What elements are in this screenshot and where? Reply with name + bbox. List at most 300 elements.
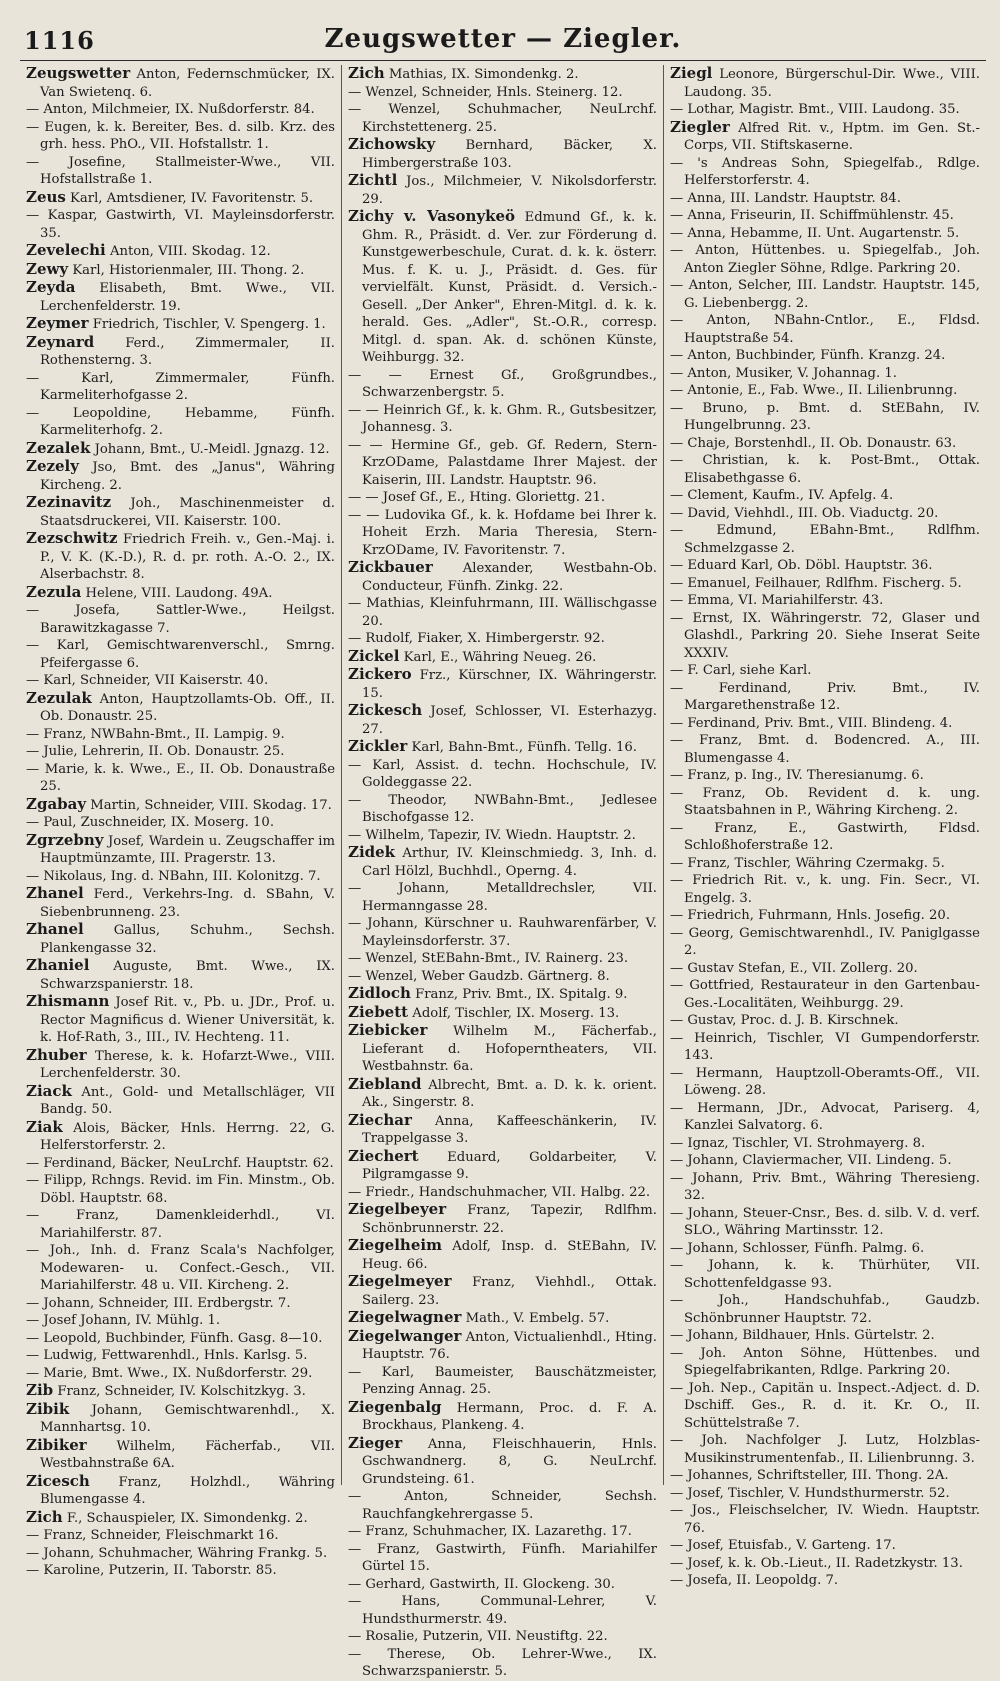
entry-text: Jso, Bmt. des „Janus", Währing Kircheng. 2. (40, 460, 335, 493)
directory-entry (670, 365, 980, 383)
directory-entry (26, 242, 335, 261)
entry-text: Hermann, Proc. d. F. A. Brockhaus, Plankeng. 4. (362, 1400, 657, 1433)
directory-entry (26, 101, 335, 119)
entry-text: Wilhelm, Fächerfab., VII. Westbahnstraße 6A. (40, 1438, 335, 1471)
entry-text: — Anton, Buchbinder, Fünfh. Kranzg. 24. (670, 348, 946, 363)
entry-text: Karl, E., Währing Neueg. 26. (403, 649, 597, 665)
entry-surname: Ziechert (348, 1146, 419, 1165)
directory-entry (670, 575, 980, 593)
directory-entry (26, 1509, 335, 1528)
entry-text: Franz, Tapezir, Rdlfhm. Schönbrunnerstr. 22. (362, 1203, 657, 1236)
directory-entry (670, 680, 980, 715)
directory-entry (670, 855, 980, 873)
column-2 (342, 64, 664, 1679)
entry-text: — Eugen, k. k. Bereiter, Bes. d. silb. Krz. des grh. hess. PhO., VII. Hofstallstr. 1. (26, 119, 335, 152)
directory-entry (348, 1112, 657, 1148)
entry-text: Elisabeth, Bmt. Wwe., VII. Lerchenfelderstr. 19. (40, 281, 335, 314)
directory-entry (348, 702, 657, 738)
directory-entry (348, 950, 657, 968)
directory-entry (26, 1401, 335, 1437)
entry-text: — Franz, Schuhmacher, IX. Lazarethg. 17. (348, 1524, 632, 1539)
entry-text: Eduard, Goldarbeiter, V. Pilgramgasse 9. (362, 1149, 657, 1182)
directory-entry (348, 437, 657, 490)
directory-entry (348, 757, 657, 792)
entry-text: — Karl, Assist. d. techn. Hochschule, IV. Goldeggasse 22. (348, 757, 657, 790)
directory-entry (26, 761, 335, 796)
entry-text: — Ferdinand, Bäcker, NeuLrchf. Hauptstr. 62. (26, 1155, 334, 1171)
directory-entry (670, 1327, 980, 1345)
entry-text: Anton, Victualienhdl., Hting. Hauptstr. 76. (362, 1329, 657, 1362)
directory-entry (348, 1148, 657, 1184)
entry-text: Arthur, IV. Kleinschmiedg. 3, Inh. d. Carl Hölzl, Buchhdl., Operng. 4. (362, 846, 657, 879)
directory-entry (26, 921, 335, 957)
entry-surname: Ziegl (670, 64, 713, 82)
directory-entry (670, 1537, 980, 1555)
entry-text: — Anna, Hebamme, II. Unt. Augartenstr. 5. (670, 225, 960, 241)
entry-text: — Franz, p. Ing., IV. Theresianumg. 6. (670, 768, 924, 783)
entry-text: — Gottfried, Restaurateur in den Gartenbau-Ges.-Localitäten, Weihburgg. 29. (670, 978, 980, 1011)
entry-text: Anton, Federnschmücker, IX. Van Swietenq. 6. (40, 67, 335, 100)
entry-surname: Zezalek (26, 438, 91, 457)
entry-text: — Ernst, IX. Währingerstr. 72, Glaser und Glashdl., Parkring 20. Siehe Inserat Seite XXXIV. (670, 610, 980, 661)
entry-text: — Leopoldine, Hebamme, Fünfh. Karmeliterhofg. 2. (26, 405, 335, 438)
directory-entry (26, 1347, 335, 1365)
entry-text: Franz, Schneider, IV. Kolschitzkyg. 3. (57, 1384, 306, 1399)
entry-text: F., Schauspieler, IX. Simondenkg. 2. (66, 1510, 308, 1526)
directory-entry (670, 820, 980, 855)
directory-entry (670, 1012, 980, 1030)
entry-surname: Zicesch (26, 1471, 90, 1490)
entry-text: Franz, Holzhdl., Währing Blumengasse 4. (40, 1474, 335, 1507)
directory-entry (26, 993, 335, 1047)
entry-text: — Anton, NBahn-Cntlor., E., Fldsd. Hauptstraße 54. (670, 313, 980, 346)
directory-entry (670, 452, 980, 487)
entry-text: — Johann, Metalldrechsler, VII. Hermanngasse 28. (348, 881, 657, 914)
directory-entry (26, 1242, 335, 1295)
entry-text: — Theodor, NWBahn-Bmt., Jedlesee Bischofgasse 12. (348, 792, 657, 825)
directory-entry (348, 208, 657, 367)
entry-text: Alexander, Westbahn-Ob. Conducteur, Fünfh. Zinkg. 22. (362, 561, 657, 594)
directory-entry (26, 868, 335, 886)
directory-entry (670, 872, 980, 907)
directory-entry (26, 405, 335, 440)
entry-surname: Ziak (26, 1117, 63, 1136)
directory-entry (348, 738, 657, 757)
entry-text: — Anton, Hüttenbes. u. Spiegelfab., Joh. Anton Ziegler Söhne, Rdlge. Parkring 20. (670, 243, 980, 276)
directory-entry (26, 726, 335, 744)
entry-surname: Zickler (348, 737, 408, 755)
entry-text: — Karl, Schneider, VII Kaiserstr. 40. (26, 673, 269, 688)
entry-text: — Ferdinand, Priv. Bmt., IV. Margarethenstraße 12. (670, 680, 980, 713)
directory-entry (26, 1330, 335, 1348)
entry-text: Jos., Milchmeier, V. Nikolsdorferstr. 29. (362, 174, 657, 207)
entry-text: Alois, Bäcker, Hnls. Herrng. 22, G. Helferstorferstr. 2. (40, 1120, 335, 1153)
entry-text: — David, Viehhdl., III. Ob. Viaductg. 20. (670, 505, 939, 521)
entry-text: — Rudolf, Fiaker, X. Himbergerstr. 92. (348, 631, 605, 646)
entry-text: Johann, Bmt., U.-Meidl. Jgnazg. 12. (94, 441, 330, 457)
directory-entry (26, 189, 335, 208)
entry-text: — Josefine, Stallmeister-Wwe., VII. Hofstallstraße 1. (26, 154, 335, 187)
entry-surname: Zewy (26, 259, 69, 278)
directory-entry (670, 207, 980, 225)
entry-text: Adolf, Insp. d. StEBahn, IV. Heug. 66. (362, 1239, 657, 1272)
entry-text: — Johann, Bildhauer, Hnls. Gürtelstr. 2. (670, 1328, 935, 1343)
entry-text: — — Hermine Gf., geb. Gf. Redern, Stern-KrzODame, Palastdame Ihrer Majest. der Kaiserin, III. Landstr. Hauptstr. 96. (348, 437, 657, 488)
entry-text: — Nikolaus, Ing. d. NBahn, III. Kolonitzg. 7. (26, 868, 321, 884)
directory-entry (670, 382, 980, 400)
entry-surname: Zhaniel (26, 956, 90, 974)
entry-text: — Karl, Baumeister, Bauschätzmeister, Penzing Annag. 25. (348, 1364, 657, 1397)
directory-entry (26, 743, 335, 761)
directory-entry (670, 522, 980, 557)
entry-text: Frz., Kürschner, IX. Währingerstr. 15. (362, 668, 657, 701)
entry-text: — Karl, Zimmermaler, Fünfh. Karmeliterhofgasse 2. (26, 370, 335, 403)
entry-surname: Zeugswetter (26, 64, 131, 82)
entry-text: — Johann, Steuer-Cnsr., Bes. d. silb. V. d. verf. SLO., Währing Martinsstr. 12. (670, 1205, 980, 1238)
directory-entry (670, 312, 980, 347)
directory-entry (348, 1022, 657, 1076)
entry-text: — Hans, Communal-Lehrer, V. Hundsthurmerstr. 49. (348, 1594, 657, 1627)
entry-text: — F. Carl, siehe Karl. (670, 663, 812, 678)
entry-text: Josef, Schlosser, VI. Esterhazyg. 27. (362, 704, 658, 737)
entry-text: — Franz, Gastwirth, Fünfh. Mariahilfer Gürtel 15. (348, 1541, 657, 1574)
entry-text: — Joh. Nep., Capitän u. Inspect.-Adject. d. D. Dschiff. Ges., R. d. it. Kr. O., II. Schüttelstraße 7. (670, 1380, 980, 1431)
directory-entry (670, 1170, 980, 1205)
entry-surname: Zidek (348, 843, 396, 861)
directory-entry (26, 261, 335, 280)
entry-surname: Zich (26, 1507, 63, 1526)
directory-entry (670, 977, 980, 1012)
entry-text: — — Ernest Gf., Großgrundbes., Schwarzenbergstr. 5. (348, 367, 657, 400)
entry-text: — Chaje, Borstenhdl., II. Ob. Donaustr. 63. (670, 435, 957, 451)
directory-entry (670, 557, 980, 575)
directory-entry (26, 814, 335, 832)
directory-entry (26, 207, 335, 242)
directory-entry (26, 1562, 335, 1580)
entry-surname: Zichowsky (348, 135, 436, 153)
entry-text: — — Josef Gf., E., Hting. Gloriettg. 21. (348, 490, 606, 505)
directory-entry (670, 1205, 980, 1240)
directory-entry (348, 559, 657, 595)
directory-entry (26, 1527, 335, 1545)
entry-text: Wilhelm M., Fächerfab., Lieferant d. Hofoperntheaters, VII. Westbahnstr. 6a. (362, 1024, 657, 1074)
directory-entry (670, 1572, 980, 1590)
entry-text: Ferd., Verkehrs-Ing. d. SBahn, V. Siebenbrunneng. 23. (40, 887, 335, 920)
entry-text: — Anton, Musiker, V. Johannag. 1. (670, 365, 897, 381)
entry-text: — 's Andreas Sohn, Spiegelfab., Rdlge. Helferstorferstr. 4. (670, 155, 980, 188)
directory-entry (670, 925, 980, 960)
entry-surname: Ziebicker (348, 1021, 428, 1039)
entry-surname: Zhismann (26, 992, 110, 1010)
entry-text: — Joh., Handschuhfab., Gaudzb. Schönbrunner Hauptstr. 72. (670, 1293, 980, 1326)
directory-entry (670, 1065, 980, 1100)
entry-text: Gallus, Schuhm., Sechsh. Plankengasse 32. (40, 923, 335, 956)
entry-text: — Franz, Schneider, Fleischmarkt 16. (26, 1528, 279, 1543)
column-1 (20, 64, 342, 1578)
directory-entry (26, 637, 335, 672)
directory-entry (348, 101, 657, 136)
entry-text: Karl, Bahn-Bmt., Fünfh. Tellg. 16. (411, 740, 637, 755)
entry-surname: Zibik (26, 1399, 70, 1418)
entry-text: — Joh., Inh. d. Franz Scala's Nachfolger, Modewaren- u. Confect.-Gesch., VII. Mariahilferstr. 48 u. VII. Kircheng. 2. (26, 1243, 335, 1293)
entry-surname: Zickel (348, 646, 400, 665)
entry-text: — Clement, Kaufm., IV. Apfelg. 4. (670, 488, 894, 503)
entry-text: Friedrich Freih. v., Gen.-Maj. i. P., V. K. (K.-D.), R. d. pr. roth. A.-O. 2., IX. Alserbachstr. 8. (40, 532, 335, 582)
entry-surname: Ziegelheim (348, 1236, 442, 1254)
entry-surname: Zeus (26, 187, 66, 206)
entry-surname: Zeynard (26, 332, 95, 351)
entry-text: — Mathias, Kleinfuhrmann, III. Wällischgasse 20. (348, 596, 657, 629)
directory-entry (348, 1364, 657, 1399)
entry-text: — Josefa, Sattler-Wwe., Heilgst. Barawitzkagasse 7. (26, 603, 335, 636)
directory-entry (348, 1328, 657, 1364)
directory-entry (670, 1485, 980, 1503)
directory-entry (348, 1273, 657, 1309)
entry-surname: Zhanel (26, 884, 84, 902)
entry-text: — Eduard Karl, Ob. Döbl. Hauptstr. 36. (670, 558, 933, 573)
directory-entry (26, 65, 335, 101)
directory-entry (348, 1076, 657, 1112)
directory-entry (670, 785, 980, 820)
entry-text: — Johannes, Schriftsteller, III. Thong. 2A. (670, 1468, 949, 1483)
entry-text: Anton, VIII. Skodag. 12. (109, 244, 271, 259)
column-3 (664, 64, 986, 1588)
directory-entry (348, 136, 657, 172)
directory-entry (670, 732, 980, 767)
entry-text: Alfred Rit. v., Hptm. im Gen. St.-Corps, VII. Stiftskaserne. (684, 120, 980, 153)
directory-entry (26, 1437, 335, 1473)
entry-text: — Friedrich Rit. v., k. ung. Fin. Secr., VI. Engelg. 3. (670, 873, 980, 906)
entry-text: — Franz, NWBahn-Bmt., II. Lampig. 9. (26, 726, 285, 742)
entry-text: — Julie, Lehrerin, II. Ob. Donaustr. 25. (26, 744, 285, 759)
directory-entry (670, 1257, 980, 1292)
directory-entry (670, 767, 980, 785)
directory-entry (348, 1399, 657, 1435)
directory-entry (348, 507, 657, 560)
entry-text: — Wilhelm, Tapezir, IV. Wiedn. Hauptstr. 2. (348, 827, 636, 843)
entry-text: Ant., Gold- und Metallschläger, VII Bandg. 50. (40, 1084, 335, 1117)
directory-entry (348, 1576, 657, 1594)
entry-surname: Zieger (348, 1433, 403, 1452)
directory-entry (26, 957, 335, 993)
directory-entry (348, 1593, 657, 1628)
entry-surname: Ziegelbeyer (348, 1200, 447, 1218)
entry-surname: Zhuber (26, 1045, 87, 1064)
directory-entry (348, 1628, 657, 1646)
entry-surname: Ziack (26, 1081, 72, 1100)
entry-text: — Filipp, Rchngs. Revid. im Fin. Minstm., Ob. Döbl. Hauptstr. 68. (26, 1173, 335, 1206)
entry-text: — Johann, Kürschner u. Rauhwarenfärber, V. Mayleinsdorferstr. 37. (348, 916, 657, 949)
entry-surname: Zezula (26, 582, 82, 601)
entry-text: — Josef, Tischler, V. Hundsthurmerstr. 52. (670, 1485, 950, 1501)
entry-text: — Wenzel, Schuhmacher, NeuLrchf. Kirchstettenerg. 25. (348, 102, 657, 135)
directory-columns (20, 64, 986, 1679)
entry-text: Friedrich, Tischler, V. Spengerg. 1. (92, 317, 326, 332)
entry-surname: Zichy v. Vasonykeö (348, 207, 516, 225)
entry-text: — Rosalie, Putzerin, VII. Neustiftg. 22. (348, 1629, 608, 1644)
directory-entry (348, 1237, 657, 1273)
entry-text: — Anton, Milchmeier, IX. Nußdorferstr. 84. (26, 102, 315, 117)
directory-entry (348, 1184, 657, 1202)
entry-text: — Friedrich, Fuhrmann, Hnls. Josefig. 20. (670, 908, 951, 923)
entry-surname: Ziegelwagner (348, 1308, 462, 1326)
entry-surname: Zichtl (348, 171, 398, 189)
directory-entry (26, 885, 335, 921)
entry-text: — Hermann, Hauptzoll-Oberamts-Off., VII. Löweng. 28. (670, 1065, 980, 1098)
directory-entry (348, 1541, 657, 1576)
directory-entry (670, 101, 980, 119)
directory-entry (26, 1382, 335, 1401)
entry-text: — Ferdinand, Priv. Bmt., VIII. Blindeng. 4. (670, 715, 953, 731)
entry-text: — Ignaz, Tischler, VI. Strohmayerg. 8. (670, 1135, 926, 1151)
directory-entry (26, 1155, 335, 1173)
entry-text: — Johann, Priv. Bmt., Währing Theresieng. 32. (670, 1170, 980, 1203)
directory-entry (26, 1312, 335, 1330)
entry-surname: Ziegelmeyer (348, 1272, 452, 1290)
directory-entry (670, 190, 980, 208)
directory-entry (670, 277, 980, 312)
directory-entry (348, 792, 657, 827)
entry-text: — Hermann, JDr., Advocat, Pariserg. 4, Kanzlei Salvatorg. 6. (670, 1100, 980, 1133)
directory-entry (26, 279, 335, 315)
entry-text: — Marie, k. k. Wwe., E., II. Ob. Donaustraße 25. (26, 761, 335, 794)
entry-text: — Anna, III. Landstr. Hauptstr. 84. (670, 190, 901, 206)
directory-entry (26, 584, 335, 603)
entry-text: — Leopold, Buchbinder, Fünfh. Gasg. 8—10. (26, 1330, 323, 1346)
directory-entry (670, 1380, 980, 1433)
entry-text: — Joh. Anton Söhne, Hüttenbes. und Spiegelfabrikanten, Rdlge. Parkring 20. (670, 1345, 980, 1378)
entry-text: Math., V. Embelg. 57. (465, 1311, 610, 1326)
entry-text: — Bruno, p. Bmt. d. StEBahn, IV. Hungelbrunng. 23. (670, 400, 980, 433)
entry-surname: Ziechar (348, 1110, 412, 1129)
entry-surname: Ziebland (348, 1074, 422, 1093)
entry-surname: Zhanel (26, 920, 84, 938)
entry-text: — Christian, k. k. Post-Bmt., Ottak. Elisabethgasse 6. (670, 453, 980, 486)
directory-entry (26, 334, 335, 370)
directory-entry (26, 494, 335, 530)
directory-entry (670, 715, 980, 733)
directory-entry (26, 602, 335, 637)
running-title: Zeugswetter — Ziegler. (324, 24, 682, 54)
directory-entry (670, 1555, 980, 1573)
entry-text: — Johann, k. k. Thürhüter, VII. Schottenfeldgasse 93. (670, 1258, 980, 1291)
directory-entry (348, 1523, 657, 1541)
entry-text: Karl, Historienmaler, III. Thong. 2. (72, 262, 305, 278)
entry-text: — Ludwig, Fettwarenhdl., Hnls. Karlsg. 5. (26, 1348, 308, 1363)
directory-entry (348, 630, 657, 648)
directory-entry (670, 435, 980, 453)
entry-surname: Zgabay (26, 794, 87, 813)
entry-text: — Antonie, E., Fab. Wwe., II. Lilienbrunng. (670, 383, 958, 398)
directory-entry (348, 1004, 657, 1023)
entry-surname: Zidloch (348, 984, 411, 1002)
directory-entry (348, 827, 657, 845)
entry-text: Ferd., Zimmermaler, II. Rothensterng. 3. (40, 335, 335, 368)
directory-entry (670, 1240, 980, 1258)
directory-entry (670, 1345, 980, 1380)
entry-text: Martin, Schneider, VIII. Skodag. 17. (90, 797, 332, 813)
directory-entry (348, 968, 657, 986)
entry-text: — Johann, Claviermacher, VII. Lindeng. 5. (670, 1153, 952, 1168)
directory-entry (26, 370, 335, 405)
entry-surname: Zich (348, 64, 385, 82)
entry-text: Therese, k. k. Hofarzt-Wwe., VIII. Lerchenfelderstr. 30. (40, 1048, 335, 1081)
directory-entry (26, 315, 335, 334)
entry-text: — Therese, Ob. Lehrer-Wwe., IX. Schwarzspanierstr. 5. (348, 1646, 657, 1679)
entry-text: — Marie, Bmt. Wwe., IX. Nußdorferstr. 29. (26, 1365, 313, 1381)
directory-entry (348, 402, 657, 437)
directory-entry (670, 1467, 980, 1485)
entry-surname: Zevelechi (26, 241, 106, 259)
directory-entry (670, 505, 980, 523)
directory-entry (670, 907, 980, 925)
entry-surname: Ziebett (348, 1002, 409, 1021)
entry-text: — Jos., Fleischselcher, IV. Wiedn. Hauptstr. 76. (670, 1503, 980, 1536)
entry-text: — Kaspar, Gastwirth, VI. Mayleinsdorferstr. 35. (26, 208, 335, 241)
entry-text: Bernhard, Bäcker, X. Himbergerstraße 103. (362, 138, 657, 171)
entry-text: — Paul, Zuschneider, IX. Moserg. 10. (26, 815, 275, 830)
directory-entry (670, 1502, 980, 1537)
directory-entry (26, 672, 335, 690)
entry-surname: Zeymer (26, 314, 89, 332)
directory-entry (348, 648, 657, 667)
entry-surname: Zeyda (26, 278, 76, 296)
entry-text: — Emma, VI. Mariahilferstr. 43. (670, 593, 884, 608)
directory-entry (26, 458, 335, 494)
directory-entry (26, 154, 335, 189)
directory-entry (26, 440, 335, 459)
directory-entry (26, 690, 335, 726)
directory-entry (670, 487, 980, 505)
entry-text: — Josef, k. k. Ob.-Lieut., II. Radetzkystr. 13. (670, 1555, 963, 1571)
directory-entry (348, 489, 657, 507)
entry-text: — Emanuel, Feilhauer, Rdlfhm. Fischerg. 5. (670, 575, 962, 591)
entry-surname: Zickero (348, 665, 412, 683)
entry-text: — Anton, Schneider, Sechsh. Rauchfangkehrergasse 5. (348, 1489, 657, 1522)
entry-surname: Zib (26, 1381, 54, 1399)
entry-text: — Josef, Etuisfab., V. Garteng. 17. (670, 1538, 896, 1553)
entry-text: — Anton, Selcher, III. Landstr. Hauptstr. 145, G. Liebenbergg. 2. (670, 278, 980, 311)
directory-entry (670, 662, 980, 680)
entry-surname: Zickbauer (348, 558, 433, 576)
entry-text: — Franz, Tischler, Währing Czermakg. 5. (670, 855, 945, 871)
entry-text: Franz, Viehhdl., Ottak. Sailerg. 23. (362, 1275, 657, 1308)
directory-entry (26, 1473, 335, 1509)
directory-entry (348, 595, 657, 630)
directory-entry (26, 119, 335, 154)
entry-surname: Zezely (26, 457, 79, 475)
entry-text: — Friedr., Handschuhmacher, VII. Halbg. 22. (348, 1184, 651, 1200)
directory-entry (348, 915, 657, 950)
directory-entry (670, 242, 980, 277)
directory-entry (670, 960, 980, 978)
page-number: 1116 (24, 26, 95, 55)
directory-entry (26, 1365, 335, 1383)
entry-text: Albrecht, Bmt. a. D. k. k. orient. Ak., Singerstr. 8. (362, 1077, 657, 1110)
entry-text: Josef Rit. v., Pb. u. JDr., Prof. u. Rector Magnificus d. Wiener Universität, k. k. Hof-Rath, 3., III., IV. Hechteng. 11. (40, 995, 335, 1045)
entry-text: — Gustav Stefan, E., VII. Zollerg. 20. (670, 960, 918, 976)
directory-entry (348, 1309, 657, 1328)
entry-text: Karl, Amtsdiener, IV. Favoritenstr. 5. (70, 190, 314, 206)
entry-text: — Wenzel, Weber Gaudzb. Gärtnerg. 8. (348, 968, 610, 984)
directory-entry (670, 1030, 980, 1065)
directory-entry (670, 119, 980, 155)
entry-surname: Ziegenbalg (348, 1397, 442, 1416)
directory-entry (670, 65, 980, 101)
directory-entry (670, 1432, 980, 1467)
entry-surname: Zgrzebny (26, 830, 104, 849)
entry-surname: Zezinavitz (26, 493, 112, 511)
